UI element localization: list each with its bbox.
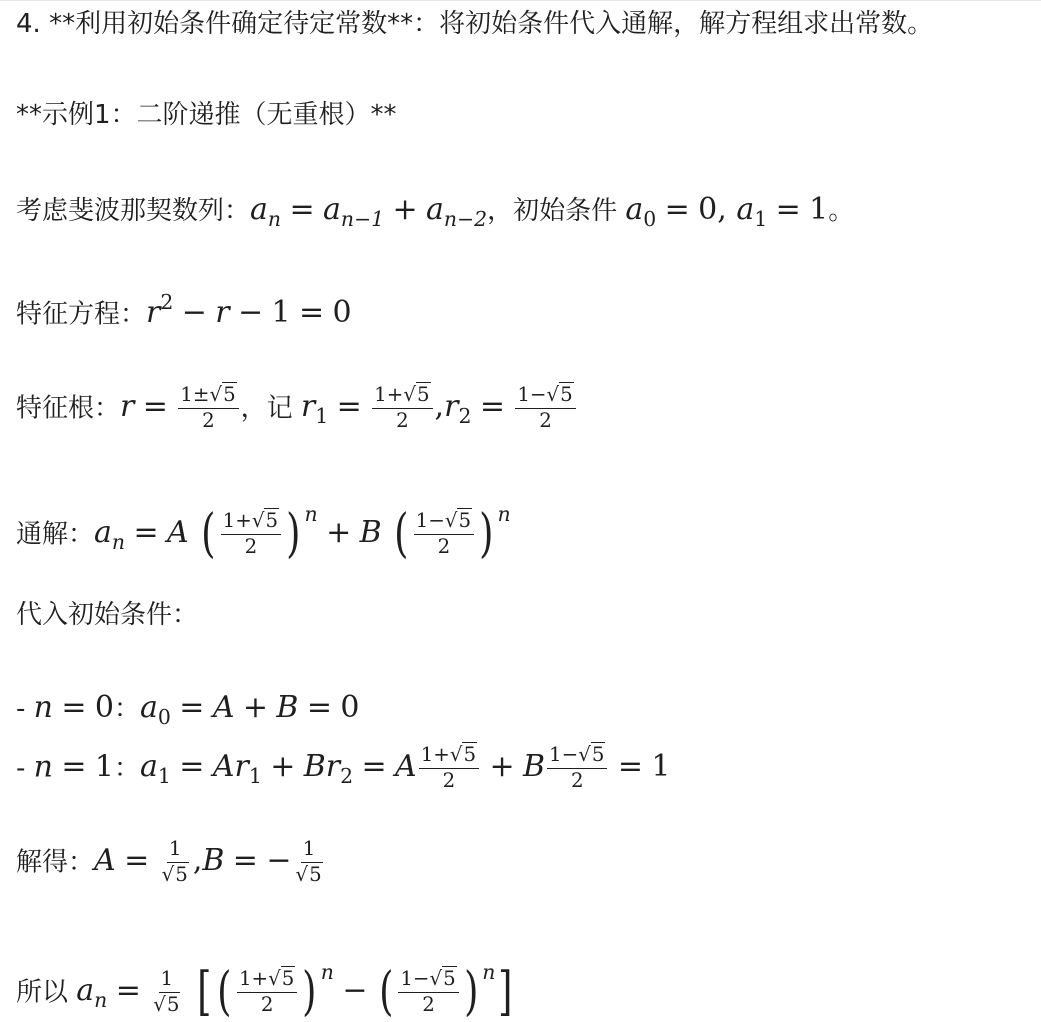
math-op: =: [306, 690, 332, 725]
general-fraction-1: $\frac{1+√5}{2}$: [221, 510, 281, 559]
characteristic-lead: 特征方程：: [16, 299, 147, 330]
math-sup: n: [497, 502, 511, 526]
frac-num: 1: [159, 968, 176, 993]
math-var: A: [212, 690, 235, 725]
frac-num: 1+: [222, 509, 252, 533]
roots-formula: [120, 383, 241, 432]
math-var: B: [359, 515, 382, 551]
top-divider: [0, 0, 1041, 1]
example-heading: [16, 95, 397, 135]
math-op: =: [299, 295, 325, 331]
frac-den: 2: [539, 408, 552, 432]
right-bracket: ]: [498, 961, 513, 1022]
sqrt-radicand: 5: [309, 862, 322, 886]
final-lead: 所以: [16, 977, 77, 1008]
math-op: +: [270, 749, 296, 785]
math-sup: n: [482, 960, 496, 984]
math-num: 1: [651, 749, 671, 785]
frac-num: 1+: [238, 967, 269, 991]
roots-lead: 特征根：: [16, 393, 121, 424]
general-lead: 通解：: [16, 519, 95, 550]
frac-den: 2: [202, 408, 215, 432]
sqrt-radicand: 5: [281, 967, 295, 991]
fibonacci-line: [16, 190, 854, 239]
left-paren: (: [217, 961, 232, 1022]
sqrt-radicand: 5: [265, 509, 279, 533]
roots-fraction: $\frac{1\pm√5}{2}$: [178, 384, 238, 433]
final-fraction-2: $\frac{1-√5}{2}$: [398, 968, 458, 1017]
characteristic-formula: [146, 290, 352, 331]
math-var: r: [215, 295, 230, 331]
solution-formula: [94, 837, 327, 886]
math-var: A: [212, 749, 235, 785]
math-var: r: [146, 295, 161, 331]
math-var: a: [140, 749, 158, 785]
case-n0-equation: [140, 690, 360, 730]
math-op: =: [142, 389, 168, 425]
fibonacci-lead: 考虑斐波那契数列：: [16, 196, 251, 226]
sqrt-radicand: 5: [463, 743, 477, 766]
math-op: =: [664, 192, 690, 227]
frac-den: 2: [244, 534, 258, 558]
math-var: B: [202, 843, 225, 879]
math-var: r: [234, 749, 249, 785]
sqrt-radicand: 5: [166, 992, 180, 1016]
math-op: =: [479, 389, 505, 425]
fibonacci-mid: ，初始条件: [487, 196, 626, 226]
frac-num: 1+: [420, 743, 450, 766]
math-sup: n: [304, 502, 318, 526]
math-sub: 2: [458, 404, 472, 429]
math-var: B: [303, 749, 326, 785]
frac-num: 1−: [415, 509, 445, 533]
math-var: r: [444, 389, 459, 425]
frac-num: 1−: [400, 967, 430, 991]
math-colon: ：: [114, 694, 141, 724]
math-sub: n−1: [340, 207, 385, 232]
sqrt-radicand: 5: [175, 862, 188, 886]
coefficient-fraction: $\frac{1}{√5}$: [153, 967, 180, 1016]
B-fraction: $\frac{1}{√5}$: [295, 837, 322, 886]
left-bracket: [: [197, 961, 212, 1022]
math-op: =: [133, 515, 159, 551]
math-var: A: [166, 515, 189, 551]
recurrence-formula: [250, 192, 488, 232]
math-op: =: [124, 843, 150, 879]
sqrt-radicand: 5: [416, 383, 430, 406]
case-n1-fraction-1: $\frac{1+√5}{2}$: [419, 744, 479, 793]
math-op: +: [242, 690, 269, 725]
math-sub: n: [94, 988, 108, 1013]
math-var: r: [325, 749, 341, 785]
right-paren: ): [286, 503, 301, 565]
final-formula-line: [16, 952, 516, 1021]
math-op: −: [181, 295, 207, 331]
math-var: a: [625, 192, 644, 227]
sqrt-radicand: 5: [223, 383, 236, 406]
math-sub: 2: [340, 764, 354, 789]
fibonacci-end: 。: [828, 196, 855, 226]
general-fraction-2: $\frac{1-√5}{2}$: [414, 510, 474, 559]
math-sub: 0: [643, 207, 657, 232]
math-var: n: [33, 749, 53, 785]
solution-lead: 解得：: [16, 847, 95, 878]
case-n1-equation: [140, 743, 671, 792]
math-var: a: [94, 515, 112, 551]
step-4-text: [16, 4, 933, 44]
math-op: −: [238, 295, 264, 331]
math-var: a: [76, 973, 95, 1009]
math-sub: 1: [157, 764, 171, 789]
math-num: 0: [94, 690, 114, 725]
frac-num: 1±: [180, 383, 210, 406]
list-dash: -: [16, 753, 34, 784]
math-var: n: [33, 690, 53, 725]
math-punct: ,: [192, 843, 203, 879]
math-var: a: [736, 192, 755, 227]
math-var: a: [250, 192, 268, 227]
math-sub: 1: [248, 764, 262, 789]
math-colon: ：: [114, 753, 141, 784]
sqrt-radicand: 5: [458, 509, 472, 533]
math-sub: n−2: [443, 207, 488, 232]
math-sub: 1: [315, 404, 329, 429]
math-op: −: [266, 843, 292, 879]
characteristic-equation-line: [16, 282, 352, 334]
sqrt-radicand: 5: [443, 967, 456, 991]
roots-named: [300, 383, 578, 432]
frac-num: 1: [167, 838, 184, 863]
case-n1-line: [16, 744, 670, 796]
math-num: 0: [332, 295, 352, 331]
math-op: =: [179, 749, 205, 785]
frac-den: 2: [437, 534, 451, 558]
characteristic-roots-line: [16, 384, 578, 436]
left-paren: (: [378, 961, 394, 1022]
math-sub: 1: [754, 207, 768, 232]
case-n0-formula: [34, 690, 114, 725]
solution-line: [16, 838, 327, 887]
math-op: =: [232, 843, 258, 879]
r2-fraction: $\frac{1-√5}{2}$: [515, 384, 575, 433]
math-num: 1: [809, 192, 829, 227]
frac-num: 1−: [517, 383, 547, 406]
left-paren: (: [394, 503, 409, 565]
general-formula: [94, 502, 511, 565]
math-op: =: [179, 690, 205, 725]
roots-mid: ，记: [240, 393, 301, 424]
math-op: =: [361, 749, 387, 785]
math-op: =: [61, 749, 87, 785]
right-paren: ): [479, 503, 494, 565]
right-paren: ): [463, 961, 479, 1022]
case-n1-formula: [34, 749, 114, 784]
example-heading-text: **示例1：二阶递推（无重根）**: [16, 100, 397, 130]
frac-den: 2: [422, 992, 435, 1016]
A-fraction: $\frac{1}{√5}$: [161, 837, 188, 886]
math-var: r: [120, 389, 135, 425]
general-solution-line: [16, 494, 511, 563]
step-4-label: 4. **利用初始条件确定待定常数**：将初始条件代入通解，解方程组求出常数。: [16, 9, 934, 39]
frac-num: 1: [301, 838, 318, 863]
math-var: a: [140, 690, 158, 725]
math-var: a: [425, 192, 444, 227]
math-var: r: [300, 389, 316, 425]
frac-den: 2: [396, 408, 409, 432]
sqrt-radicand: 5: [591, 743, 605, 766]
math-op: +: [392, 192, 418, 227]
closed-form-formula: [76, 960, 516, 1022]
final-fraction-1: $\frac{1+√5}{2}$: [237, 968, 297, 1017]
math-sub: n: [111, 530, 126, 555]
frac-den: 2: [442, 768, 456, 792]
substitute-line: [16, 595, 198, 635]
case-n1-fraction-2: $\frac{1-√5}{2}$: [547, 744, 607, 793]
left-paren: (: [201, 503, 216, 565]
math-num: 1: [271, 295, 291, 331]
math-op: =: [617, 749, 643, 785]
math-var: A: [395, 749, 417, 785]
frac-num: 1+: [374, 383, 404, 406]
frac-den: 2: [570, 768, 584, 792]
math-op: =: [61, 690, 87, 725]
math-num: 1: [94, 749, 114, 785]
math-op: =: [775, 192, 801, 227]
frac-den: 2: [260, 992, 274, 1016]
math-var: a: [322, 192, 341, 227]
math-num: 0: [340, 690, 360, 725]
case-n0-line: [16, 688, 359, 737]
math-op: −: [342, 973, 368, 1009]
math-var: B: [276, 690, 299, 725]
right-paren: ): [302, 961, 317, 1022]
frac-num: 1−: [549, 743, 579, 766]
math-var: B: [523, 749, 546, 785]
initial-conditions: [625, 192, 829, 232]
math-op: =: [115, 973, 141, 1009]
math-sub: n: [267, 207, 282, 232]
substitute-lead: 代入初始条件：: [16, 600, 199, 630]
math-op: +: [326, 515, 352, 551]
math-op: =: [336, 389, 362, 425]
math-punct: ,: [434, 389, 445, 425]
r1-fraction: $\frac{1+√5}{2}$: [372, 384, 432, 433]
math-op: +: [489, 749, 515, 785]
math-sup: 2: [160, 290, 174, 314]
list-dash: -: [16, 694, 34, 724]
sqrt-radicand: 5: [560, 383, 573, 406]
math-op: =: [289, 192, 315, 227]
math-var: A: [94, 843, 116, 879]
math-sub: 0: [157, 705, 171, 730]
math-sup: n: [320, 960, 334, 984]
math-num: 0,: [698, 192, 727, 227]
